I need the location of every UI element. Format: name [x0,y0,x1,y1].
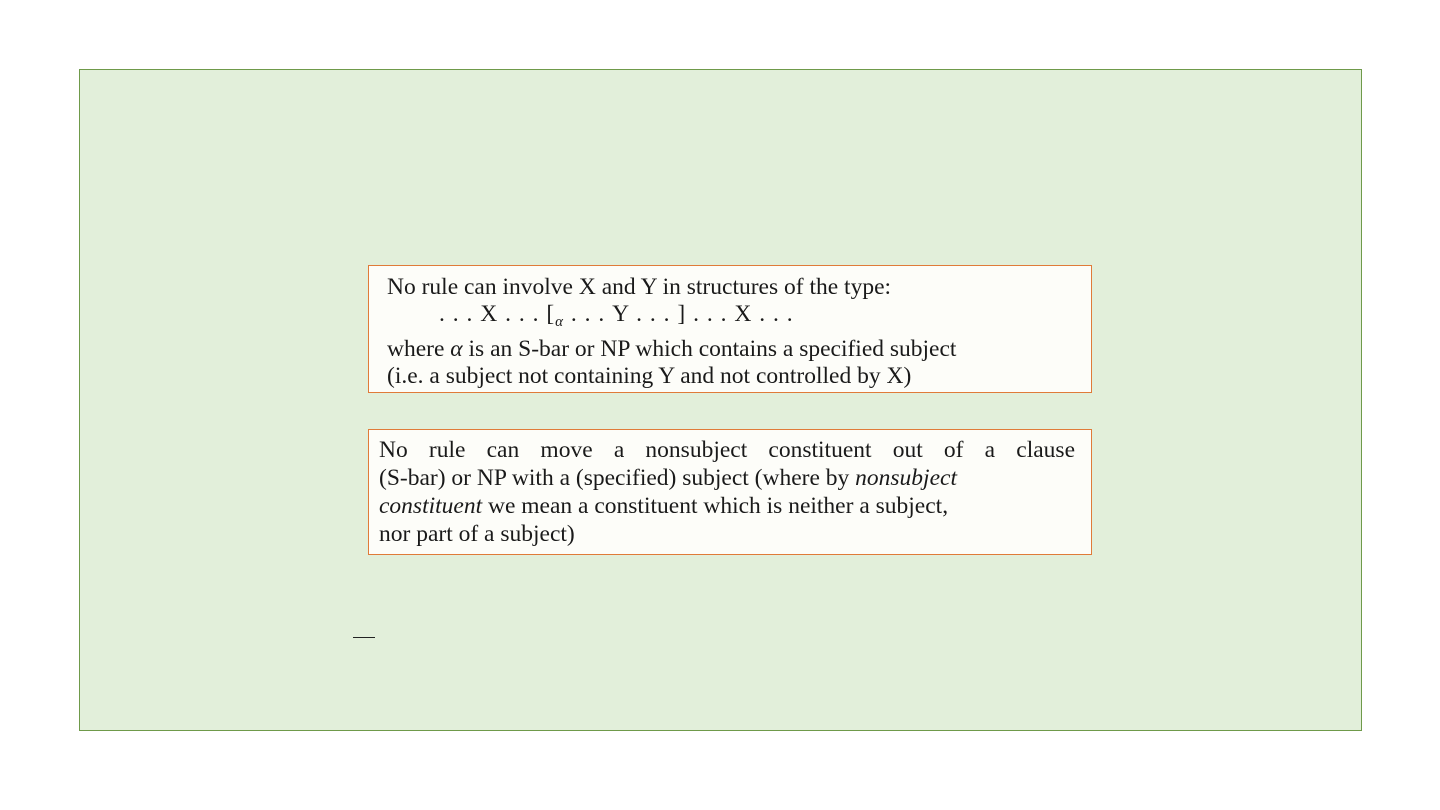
movement-line-1 [379,436,1075,464]
movement-line-4: nor part of a subject) [379,521,575,547]
movement-line-3 [379,492,1075,520]
movement-word: move [540,437,593,463]
movement-word: constituent [768,437,872,463]
slide-background [79,69,1362,731]
short-rule-line [353,637,375,638]
condition-line-3 [387,336,1079,363]
line3-pre: where [387,336,451,362]
movement-word: clause [1016,437,1075,463]
movement-word: a [613,437,625,463]
movement-word: nonsubject [645,437,748,463]
movement-word: out [892,437,923,463]
condition-line-1: No rule can involve X and Y in structures of the type: [387,274,892,300]
movement-word: rule [428,437,466,463]
condition-structure-line [387,301,1079,336]
movement-line-2 [379,464,1075,492]
movement-word: a [984,437,996,463]
line3-post: is an S-bar or NP which contains a specified subject [462,336,957,362]
movement-word: No [379,437,408,463]
line2-pre: (S-bar) or NP with a (specified) subject (where by [379,465,856,491]
alpha-symbol: α [450,336,463,362]
movement-word: can [486,437,520,463]
line3-italic: constituent [379,493,483,519]
nonsubject-movement-box [368,429,1092,555]
movement-word: of [943,437,964,463]
structure-post: . . . Y . . . ] . . . X . . . [564,301,794,327]
condition-line-4: (i.e. a subject not containing Y and not controlled by X) [387,363,912,389]
alpha-subscript: α [555,314,565,330]
line2-italic: nonsubject [855,465,957,491]
specified-subject-condition-box [368,265,1092,393]
structure-pre: . . . X . . . [ [439,301,556,327]
line3-post: we mean a constituent which is neither a subject, [482,493,949,519]
